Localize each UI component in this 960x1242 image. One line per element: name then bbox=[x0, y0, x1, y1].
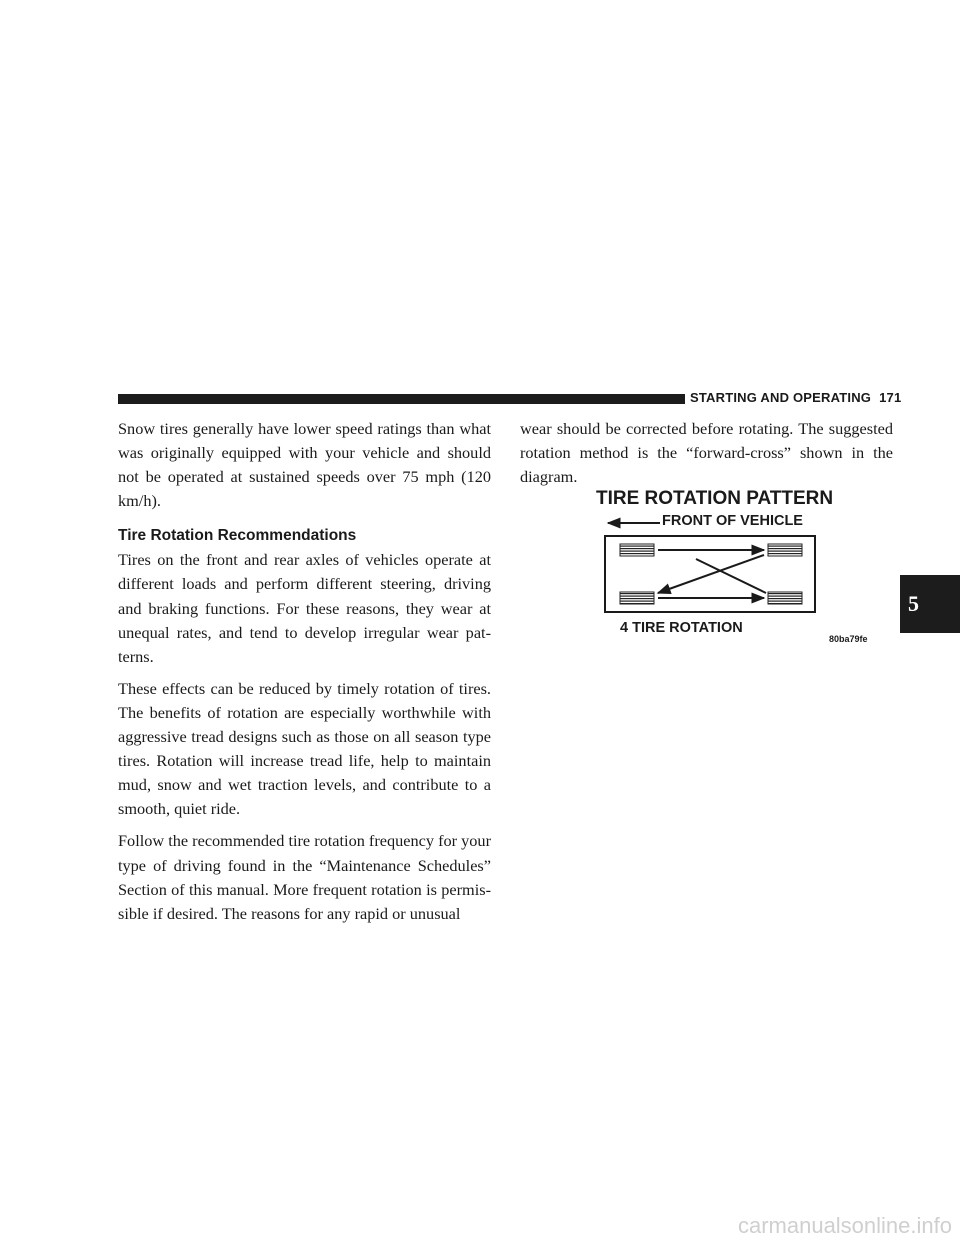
paragraph-rotation-benefits: These effects can be reduced by timely rotation of tires. The benefits of rotation are especially worthwhile with aggressive tread designs such as those on all season type tires. Rotation will increase tread life, help to maintain mud, snow and wet traction levels, and contribute to a smooth, quiet ride. bbox=[118, 678, 491, 819]
tire-rear-left bbox=[768, 544, 802, 556]
left-column bbox=[118, 417, 491, 934]
section-tab: 5 bbox=[900, 575, 960, 633]
running-header bbox=[690, 390, 910, 405]
arrow-cross-1 bbox=[658, 555, 764, 593]
tire-front-left bbox=[620, 544, 654, 556]
paragraph-forward-cross: wear should be corrected before rotating. The suggested rotation method is the “forward-cross” shown in the diagram. bbox=[520, 419, 893, 487]
watermark: carmanualsonline.info bbox=[737, 1213, 952, 1238]
paragraph-axle-wear: Tires on the front and rear axles of vehicles operate at different loads and perform different steering, driving and braking functions. For these reasons, they wear at unequal rates, and tend to develop irregular wear pat-terns. bbox=[118, 550, 491, 666]
figure-code: 80ba79fe bbox=[829, 634, 868, 644]
tire-rear-right bbox=[768, 592, 802, 604]
front-of-vehicle-label: FRONT OF VEHICLE bbox=[662, 513, 803, 529]
page-number: 171 bbox=[879, 390, 902, 405]
paragraph-snow-tires: Snow tires generally have lower speed ratings than what was originally equipped with your vehicle and should not be operated at sustained speeds over 75 mph (120 km/h). bbox=[118, 419, 491, 511]
right-column bbox=[520, 417, 893, 497]
section-title: STARTING AND OPERATING bbox=[690, 390, 872, 405]
header-rule bbox=[118, 394, 685, 404]
tire-rotation-diagram bbox=[596, 488, 896, 648]
tire-front-right bbox=[620, 592, 654, 604]
four-tire-rotation-label: 4 TIRE ROTATION bbox=[620, 620, 743, 636]
paragraph-rotation-frequency: Follow the recommended tire rotation frequency for your type of driving found in the “Maintenance Schedules” Section of this manual. More frequent rotation is permis-sible if desired. The reasons for any rapid or unusual bbox=[118, 831, 491, 923]
diagram-title: TIRE ROTATION PATTERN bbox=[596, 488, 834, 509]
section-heading: Tire Rotation Recommendations bbox=[118, 527, 357, 545]
